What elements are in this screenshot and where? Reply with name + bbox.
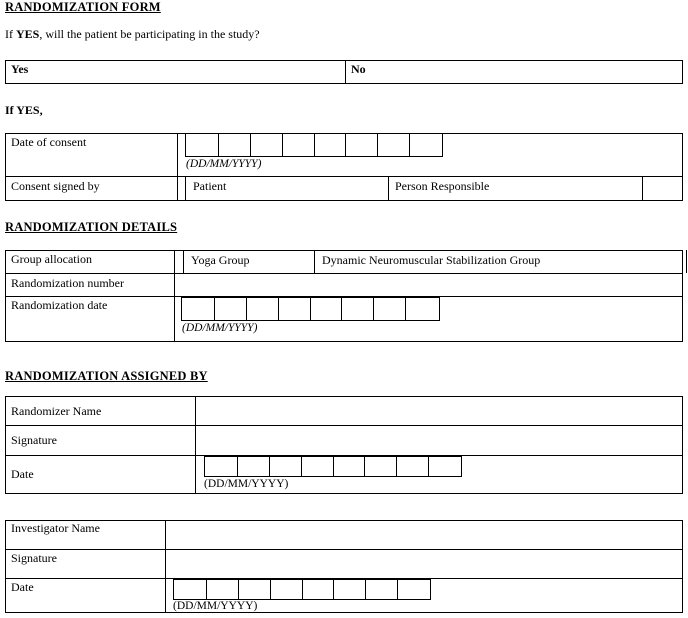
answer-divider <box>345 60 346 84</box>
digit-box[interactable] <box>271 580 303 599</box>
randomizer-name-field[interactable] <box>196 397 683 425</box>
digit-box[interactable] <box>205 457 238 476</box>
randomizer-date-boxes[interactable] <box>204 456 462 477</box>
randomization-date-label: Randomization date <box>11 298 108 312</box>
group-option-divider <box>314 250 315 273</box>
consent-row-divider <box>5 176 683 177</box>
digit-box[interactable] <box>342 298 374 320</box>
randomizer-name-label: Randomizer Name <box>11 404 102 418</box>
investigator-signature-field[interactable] <box>166 550 683 578</box>
investigator-name-label: Investigator Name <box>11 521 100 535</box>
participation-question <box>5 27 260 42</box>
digit-box[interactable] <box>247 298 279 320</box>
group-yoga-option[interactable]: Yoga Group <box>191 253 250 267</box>
digit-box[interactable] <box>238 457 270 476</box>
digit-box[interactable] <box>334 580 366 599</box>
digit-box[interactable] <box>398 580 431 599</box>
digit-box[interactable] <box>279 298 311 320</box>
investigator-name-field[interactable] <box>166 521 683 549</box>
digit-box[interactable] <box>207 580 239 599</box>
group-end-divider <box>686 250 687 273</box>
digit-box[interactable] <box>406 298 440 320</box>
date-format-hint: (DD/MM/YYYY) <box>173 600 258 612</box>
randomization-number-label: Randomization number <box>11 276 124 290</box>
randomization-details-heading: RANDOMIZATION DETAILS <box>5 220 178 234</box>
date-of-consent-label: Date of consent <box>11 135 87 149</box>
digit-box[interactable] <box>378 134 410 156</box>
digit-box[interactable] <box>346 134 378 156</box>
randomizer-signature-label: Signature <box>11 433 57 447</box>
digit-box[interactable] <box>429 457 462 476</box>
digit-box[interactable] <box>251 134 283 156</box>
digit-box[interactable] <box>174 580 207 599</box>
group-dns-option[interactable]: Dynamic Neuromuscular Stabilization Group <box>322 253 541 267</box>
digit-box[interactable] <box>334 457 366 476</box>
signed-by-responsible-option[interactable]: Person Responsible <box>395 179 490 193</box>
digit-box[interactable] <box>219 134 251 156</box>
investigator-date-label: Date <box>11 580 34 594</box>
consent-end-divider <box>642 176 643 201</box>
consent-col-divider <box>177 133 178 201</box>
form-title: RANDOMIZATION FORM <box>5 0 161 14</box>
investigator-signature-label: Signature <box>11 551 57 565</box>
question-prefix: If <box>5 27 16 41</box>
randomization-assigned-heading: RANDOMIZATION ASSIGNED BY <box>5 369 208 383</box>
digit-box[interactable] <box>374 298 406 320</box>
date-format-hint: (DD/MM/YYYY) <box>182 322 258 334</box>
answer-no-option[interactable]: No <box>351 62 366 76</box>
digit-box[interactable] <box>410 134 443 156</box>
digit-box[interactable] <box>397 457 429 476</box>
consent-option-divider <box>388 176 389 201</box>
digit-box[interactable] <box>215 298 247 320</box>
digit-box[interactable] <box>365 457 397 476</box>
group-allocation-label: Group allocation <box>11 252 92 266</box>
participation-answer-table <box>5 60 683 84</box>
date-of-consent-boxes[interactable] <box>185 133 443 157</box>
answer-yes-option[interactable]: Yes <box>11 62 29 76</box>
digit-box[interactable] <box>311 298 343 320</box>
randomization-date-boxes[interactable] <box>181 297 440 321</box>
randomization-number-field[interactable] <box>175 274 683 296</box>
details-col-divider <box>174 250 175 342</box>
date-format-hint: (DD/MM/YYYY) <box>186 158 262 170</box>
digit-box[interactable] <box>302 457 334 476</box>
investigator-date-boxes[interactable] <box>173 579 431 600</box>
digit-box[interactable] <box>303 580 335 599</box>
digit-box[interactable] <box>315 134 347 156</box>
digit-box[interactable] <box>239 580 271 599</box>
digit-box[interactable] <box>366 580 398 599</box>
question-emphasis: YES <box>16 27 40 41</box>
randomizer-date-label: Date <box>11 467 34 481</box>
date-format-hint: (DD/MM/YYYY) <box>204 478 289 490</box>
digit-box[interactable] <box>182 298 215 320</box>
consent-signed-by-label: Consent signed by <box>11 179 100 193</box>
digit-box[interactable] <box>283 134 315 156</box>
question-suffix: , will the patient be participating in the study? <box>39 27 260 41</box>
if-yes-label: If YES, <box>5 103 43 117</box>
randomizer-signature-field[interactable] <box>196 426 683 455</box>
consent-inner-divider <box>185 176 186 201</box>
signed-by-patient-option[interactable]: Patient <box>193 179 227 193</box>
digit-box[interactable] <box>186 134 219 156</box>
digit-box[interactable] <box>270 457 302 476</box>
group-inner-divider <box>183 250 184 273</box>
